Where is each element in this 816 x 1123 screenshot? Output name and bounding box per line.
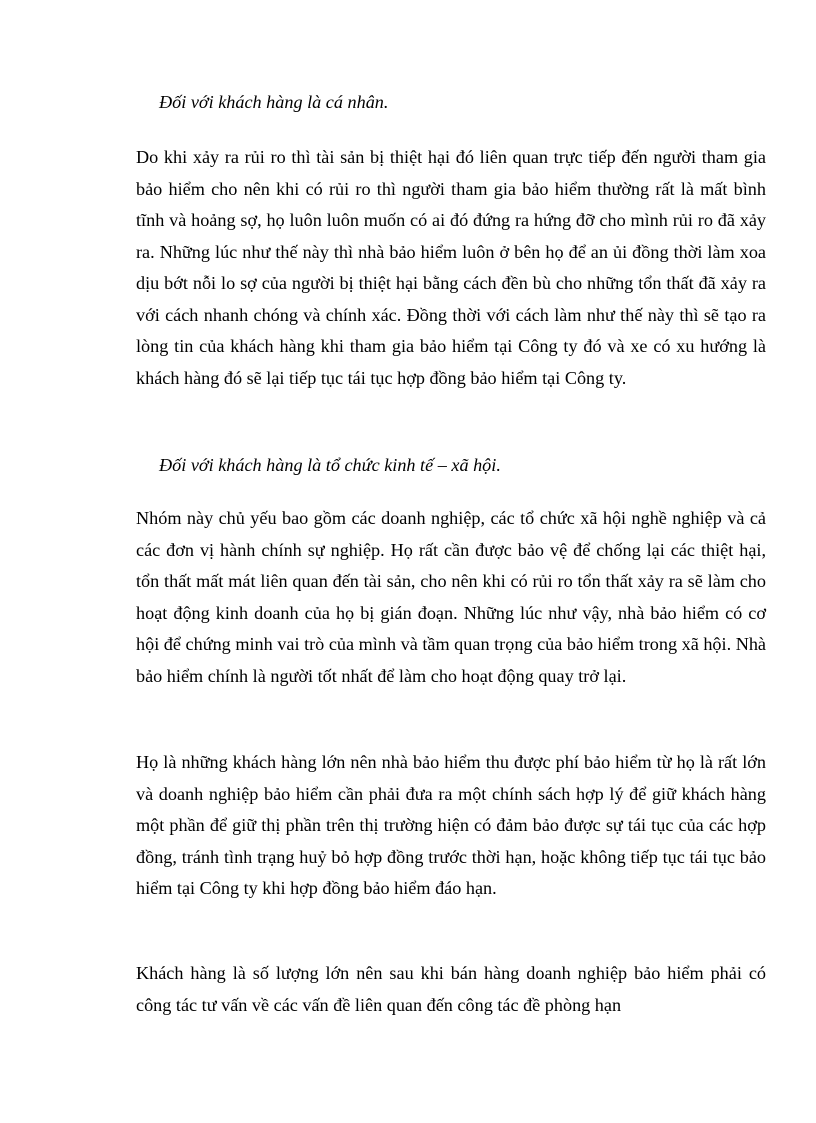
paragraph-organization-customers: Nhóm này chủ yếu bao gồm các doanh nghiệp, các tổ chức xã hội nghề nghiệp và cả các đơn vị hành chính sự nghiệp. Họ rất cần được bảo vệ để chống lại các thiệt hại, tổn thất mất mát liên quan đến tài sản, cho nên khi có rủi ro tổn thất xảy ra sẽ làm cho hoạt động kinh doanh của họ bị gián đoạn. Những lúc như vậy, nhà bảo hiểm có cơ hội để chứng minh vai trò của mình và tầm quan trọng của bảo hiểm trong xã hội. Nhà bảo hiểm chính là người tốt nhất để làm cho hoạt động quay trở lại.: [136, 508, 766, 686]
paragraph-large-customers: Họ là những khách hàng lớn nên nhà bảo hiểm thu được phí bảo hiểm từ họ là rất lớn và doanh nghiệp bảo hiểm cần phải đưa ra một chính sách hợp lý để giữ khách hàng một phần để giữ thị phần trên thị trường hiện có đảm bảo được sự tái tục của các hợp đồng, tránh tình trạng huỷ bỏ hợp đồng trước thời hạn, hoặc không tiếp tục tái tục bảo hiểm tại Công ty khi hợp đồng bảo hiểm đáo hạn.: [136, 752, 766, 898]
section-heading-individual-customers: Đối với khách hàng là cá nhân.: [159, 92, 389, 112]
paragraph-consulting: Khách hàng là số lượng lớn nên sau khi bán hàng doanh nghiệp bảo hiểm phải có công tác tư vấn về các vấn đề liên quan đến công tác đề phòng hạn: [136, 963, 766, 1015]
section-heading-organization-customers: Đối với khách hàng là tổ chức kinh tế – xã hội.: [159, 455, 501, 475]
paragraph-individual-customers: Do khi xảy ra rủi ro thì tài sản bị thiệt hại đó liên quan trực tiếp đến người tham gia bảo hiểm cho nên khi có rủi ro thì người tham gia bảo hiểm thường rất là mất bình tĩnh và hoảng sợ, họ luôn luôn muốn có ai đó đứng ra hứng đỡ cho mình rủi ro đã xảy ra. Những lúc như thế này thì nhà bảo hiểm luôn ở bên họ để an ủi đồng thời làm xoa dịu bớt nỗi lo sợ của người bị thiệt hại bằng cách đền bù cho những tổn thất đã xảy ra với cách nhanh chóng và chính xác. Đồng thời với cách làm như thế này thì sẽ tạo ra lòng tin của khách hàng khi tham gia bảo hiểm tại Công ty đó và xe có xu hướng là khách hàng đó sẽ lại tiếp tục tái tục hợp đồng bảo hiểm tại Công ty.: [136, 147, 766, 388]
